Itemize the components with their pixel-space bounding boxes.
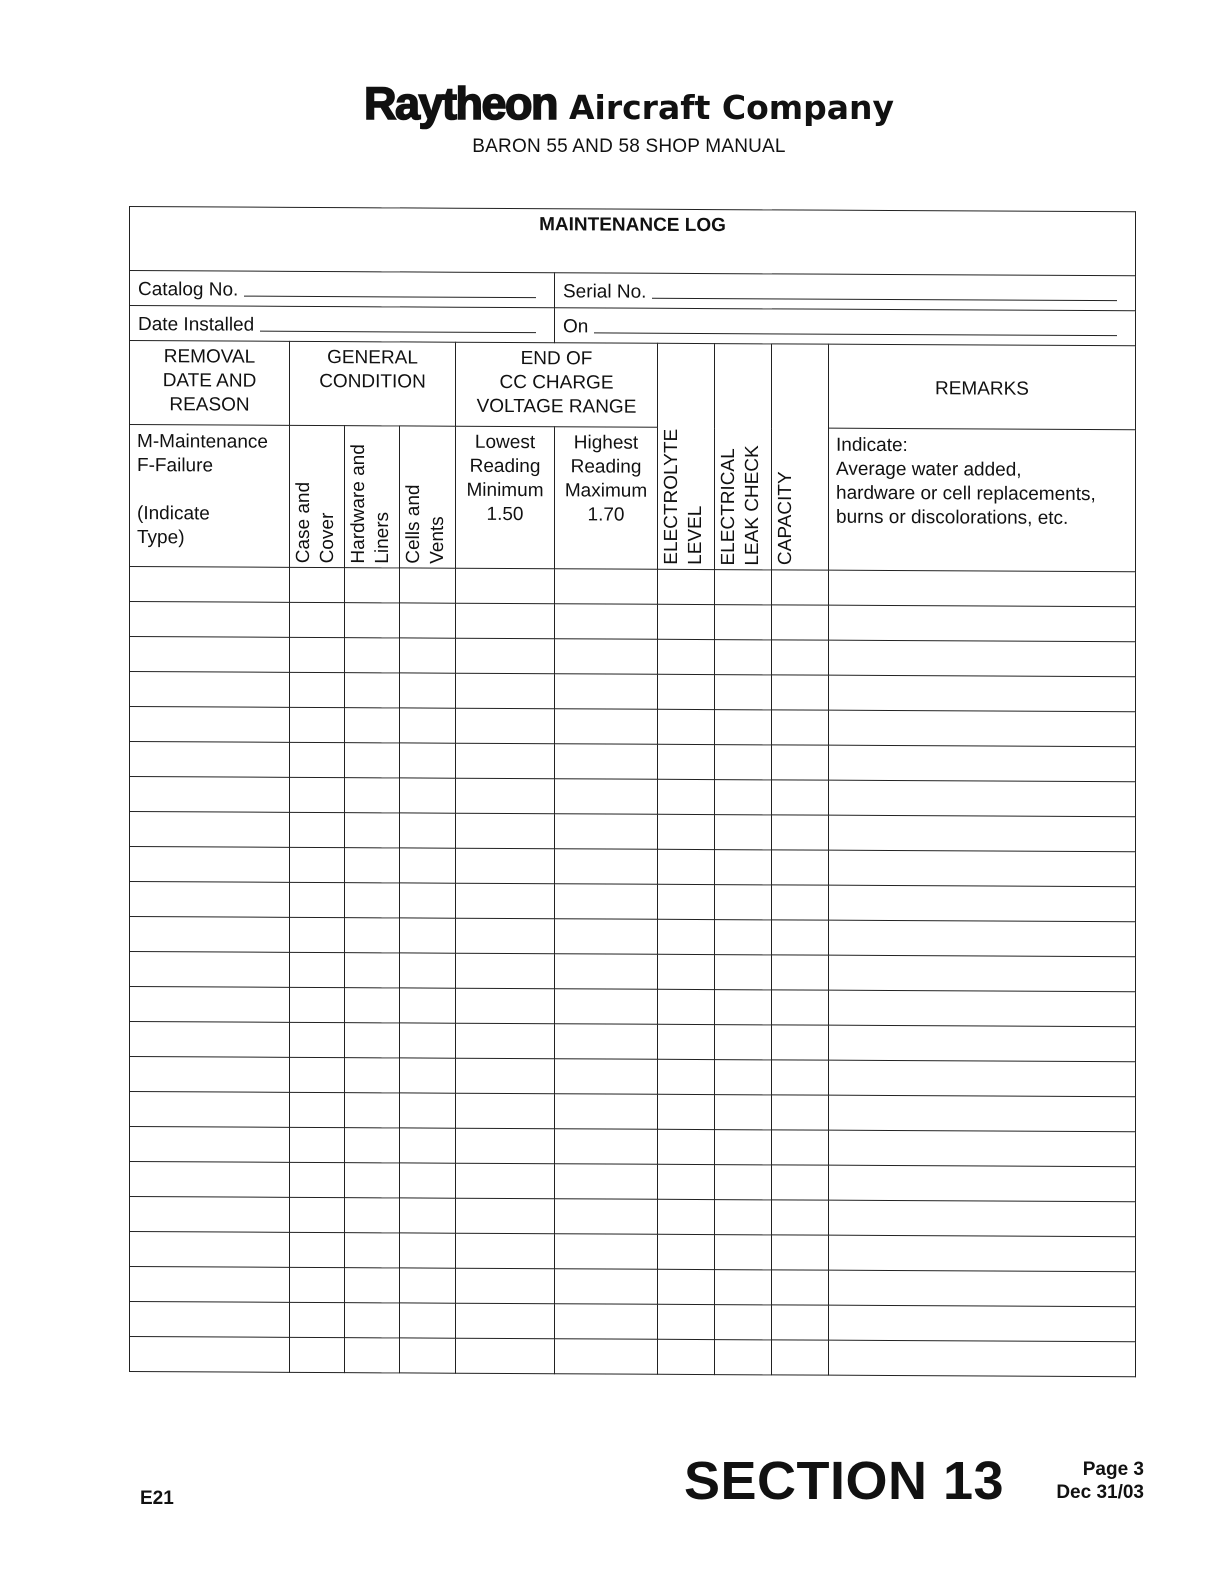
- entry-cell[interactable]: [130, 1267, 290, 1303]
- entry-cell[interactable]: [345, 1023, 400, 1058]
- entry-cell[interactable]: [290, 777, 345, 812]
- entry-cell[interactable]: [400, 778, 456, 813]
- entry-cell[interactable]: [555, 1304, 658, 1340]
- entry-cell[interactable]: [772, 1060, 829, 1095]
- entry-cell[interactable]: [555, 1234, 658, 1270]
- date-installed-label: Date Installed: [138, 314, 255, 336]
- table-row: [130, 1022, 1136, 1062]
- entry-cell[interactable]: [715, 1305, 772, 1340]
- entry-cell[interactable]: [290, 742, 345, 777]
- entry-cell[interactable]: [345, 1093, 400, 1128]
- entry-cell[interactable]: [715, 1200, 772, 1235]
- entry-cell[interactable]: [130, 882, 290, 918]
- removal-header: REMOVAL DATE AND REASON: [130, 341, 290, 426]
- entry-cell[interactable]: [456, 1268, 555, 1304]
- table-row: [130, 1232, 1136, 1272]
- entry-cell[interactable]: [345, 1268, 400, 1303]
- catalog-label: Catalog No.: [138, 279, 239, 301]
- entry-cell[interactable]: [829, 955, 1136, 992]
- entry-cell[interactable]: [345, 883, 400, 918]
- entry-cell[interactable]: [658, 1199, 715, 1234]
- entry-cell[interactable]: [130, 777, 290, 813]
- entry-cell[interactable]: [772, 815, 829, 850]
- entry-cell[interactable]: [715, 955, 772, 990]
- date-installed-line[interactable]: [260, 330, 536, 333]
- entry-cell[interactable]: [290, 1127, 345, 1162]
- entry-cell[interactable]: [715, 710, 772, 745]
- entry-cell[interactable]: [400, 988, 456, 1023]
- entry-cell[interactable]: [658, 989, 715, 1024]
- entry-cell[interactable]: [456, 603, 555, 639]
- entry-cell[interactable]: [130, 1232, 290, 1268]
- entry-cell[interactable]: [456, 953, 555, 989]
- entry-cell[interactable]: [456, 1163, 555, 1199]
- entry-cell[interactable]: [345, 603, 400, 638]
- entry-cell[interactable]: [400, 638, 456, 673]
- entry-cell[interactable]: [829, 710, 1136, 747]
- entry-cell[interactable]: [555, 884, 658, 920]
- entry-cell[interactable]: [130, 672, 290, 708]
- hardware-and-liners-header: Hardware and Liners: [345, 426, 400, 568]
- entry-cell[interactable]: [658, 1129, 715, 1164]
- entry-cell[interactable]: [829, 640, 1136, 677]
- table-row: [130, 602, 1136, 642]
- capacity-header: CAPACITY: [772, 344, 829, 570]
- entry-cell[interactable]: [130, 1057, 290, 1093]
- entry-cell[interactable]: [130, 1162, 290, 1198]
- entry-cell[interactable]: [715, 850, 772, 885]
- entry-cell[interactable]: [829, 885, 1136, 922]
- table-row: [130, 1162, 1136, 1202]
- entry-cell[interactable]: [456, 673, 555, 709]
- highest-reading-header: Highest Reading Maximum 1.70: [555, 427, 658, 570]
- entry-cell[interactable]: [772, 1340, 829, 1375]
- log-title: MAINTENANCE LOG: [130, 207, 1136, 276]
- entry-cell[interactable]: [290, 707, 345, 742]
- table-row: [130, 672, 1136, 712]
- entry-cell[interactable]: [130, 1197, 290, 1233]
- document-code: E21: [140, 1488, 174, 1509]
- entry-cell[interactable]: [456, 1198, 555, 1234]
- entry-cell[interactable]: [130, 602, 290, 638]
- catalog-line[interactable]: [244, 295, 536, 299]
- table-row: [130, 812, 1136, 852]
- entry-cell[interactable]: [658, 1269, 715, 1304]
- entry-cell[interactable]: [829, 1270, 1136, 1307]
- brand-subtitle: Aircraft Company: [569, 88, 895, 127]
- entry-cell[interactable]: [715, 570, 772, 605]
- entry-cell[interactable]: [290, 1302, 345, 1337]
- entry-cell[interactable]: [345, 673, 400, 708]
- entry-cell[interactable]: [555, 1269, 658, 1305]
- entry-cell[interactable]: [772, 1025, 829, 1060]
- entry-cell[interactable]: [829, 1305, 1136, 1342]
- entry-cell[interactable]: [130, 637, 290, 673]
- entry-cell[interactable]: [772, 920, 829, 955]
- entry-cell[interactable]: [345, 708, 400, 743]
- entry-cell[interactable]: [658, 744, 715, 779]
- table-row: [130, 777, 1136, 817]
- entry-cell[interactable]: [772, 1095, 829, 1130]
- entry-cell[interactable]: [290, 987, 345, 1022]
- entry-cell[interactable]: [290, 1162, 345, 1197]
- entry-cell[interactable]: [829, 920, 1136, 957]
- entry-cell[interactable]: [345, 1233, 400, 1268]
- entry-cell[interactable]: [658, 1234, 715, 1269]
- entry-cell[interactable]: [555, 1094, 658, 1130]
- entry-cell[interactable]: [715, 885, 772, 920]
- entry-cell[interactable]: [555, 954, 658, 990]
- entry-cell[interactable]: [658, 1304, 715, 1339]
- entry-cell[interactable]: [130, 917, 290, 953]
- entry-cell[interactable]: [456, 988, 555, 1024]
- entry-cell[interactable]: [555, 639, 658, 675]
- entry-cell[interactable]: [772, 710, 829, 745]
- entry-cell[interactable]: [715, 1165, 772, 1200]
- table-row: [130, 882, 1136, 922]
- date-installed-field[interactable]: [130, 306, 555, 343]
- entry-cell[interactable]: [345, 1163, 400, 1198]
- entry-cell[interactable]: [456, 708, 555, 744]
- entry-cell[interactable]: [456, 1303, 555, 1339]
- entry-cell[interactable]: [772, 675, 829, 710]
- page-number: Page 3: [1082, 1459, 1144, 1480]
- entry-cell[interactable]: [290, 1092, 345, 1127]
- entry-cell[interactable]: [345, 813, 400, 848]
- entry-cell[interactable]: [555, 849, 658, 885]
- remarks-instructions: Indicate: Average water added, hardware or cell replacements, burns or discolorations, etc.: [829, 428, 1136, 572]
- entry-cell[interactable]: [290, 1022, 345, 1057]
- entry-cell[interactable]: [130, 812, 290, 848]
- entry-cell[interactable]: [400, 1268, 456, 1303]
- on-field[interactable]: [555, 308, 1136, 346]
- entry-cell[interactable]: [829, 850, 1136, 887]
- entry-cell[interactable]: [400, 743, 456, 778]
- entry-cell[interactable]: [400, 1023, 456, 1058]
- entry-cell[interactable]: [772, 570, 829, 605]
- table-row: [130, 1337, 1136, 1377]
- entry-cell[interactable]: [658, 1339, 715, 1374]
- entry-cell[interactable]: [772, 1235, 829, 1270]
- entry-cell[interactable]: [130, 1337, 290, 1373]
- entry-cell[interactable]: [400, 813, 456, 848]
- entry-cell[interactable]: [400, 1163, 456, 1198]
- entry-cell[interactable]: [658, 1094, 715, 1129]
- entry-cell[interactable]: [829, 1060, 1136, 1097]
- entry-cell[interactable]: [555, 674, 658, 710]
- entry-cell[interactable]: [829, 1095, 1136, 1132]
- entry-cell[interactable]: [658, 884, 715, 919]
- entry-cell[interactable]: [772, 745, 829, 780]
- entry-cell[interactable]: [829, 1025, 1136, 1062]
- cells-and-vents-header: Cells and Vents: [400, 426, 456, 568]
- entry-cell[interactable]: [345, 953, 400, 988]
- entry-cell[interactable]: [829, 815, 1136, 852]
- entry-cell[interactable]: [715, 1235, 772, 1270]
- entry-cell[interactable]: [456, 778, 555, 814]
- entry-cell[interactable]: [400, 1338, 456, 1373]
- entry-cell[interactable]: [555, 604, 658, 640]
- entry-cell[interactable]: [772, 850, 829, 885]
- entry-cell[interactable]: [290, 847, 345, 882]
- entry-cell[interactable]: [715, 920, 772, 955]
- table-row: [130, 987, 1136, 1027]
- entry-cell[interactable]: [715, 675, 772, 710]
- table-row: [130, 1057, 1136, 1097]
- serial-line[interactable]: [652, 297, 1117, 301]
- entry-cell[interactable]: [658, 779, 715, 814]
- entry-cell[interactable]: [715, 640, 772, 675]
- entry-cell[interactable]: [290, 1337, 345, 1372]
- table-row: [130, 1302, 1136, 1342]
- entry-cell[interactable]: [555, 1129, 658, 1165]
- entry-cell[interactable]: [290, 1197, 345, 1232]
- entry-cell[interactable]: [456, 883, 555, 919]
- entry-cell[interactable]: [658, 919, 715, 954]
- entry-cell[interactable]: [658, 674, 715, 709]
- entry-cell[interactable]: [400, 883, 456, 918]
- entry-cell[interactable]: [345, 848, 400, 883]
- entry-cell[interactable]: [555, 709, 658, 745]
- entry-cell[interactable]: [715, 1340, 772, 1375]
- table-row: [130, 1197, 1136, 1237]
- table-row: [130, 567, 1136, 607]
- entry-cell[interactable]: [345, 1303, 400, 1338]
- entry-cell[interactable]: [345, 778, 400, 813]
- table-row: [130, 742, 1136, 782]
- entry-cell[interactable]: [130, 567, 290, 603]
- entry-cell[interactable]: [829, 745, 1136, 782]
- entry-cell[interactable]: [772, 1130, 829, 1165]
- removal-types-cell: M-Maintenance F-Failure (Indicate Type): [130, 425, 290, 568]
- entry-cell[interactable]: [456, 918, 555, 954]
- entry-cell[interactable]: [130, 1302, 290, 1338]
- entry-cell[interactable]: [345, 1198, 400, 1233]
- table-row: [130, 1267, 1136, 1307]
- table-row: [130, 637, 1136, 677]
- entry-cell[interactable]: [555, 1339, 658, 1375]
- entry-cell[interactable]: [290, 1267, 345, 1302]
- entry-cell[interactable]: [400, 673, 456, 708]
- entry-cell[interactable]: [400, 603, 456, 638]
- entry-cell[interactable]: [130, 987, 290, 1023]
- entry-cell[interactable]: [130, 1127, 290, 1163]
- entry-cell[interactable]: [400, 848, 456, 883]
- entry-cell[interactable]: [345, 638, 400, 673]
- entry-cell[interactable]: [715, 1270, 772, 1305]
- entry-cell[interactable]: [658, 604, 715, 639]
- entry-cell[interactable]: [772, 1305, 829, 1340]
- entry-cell[interactable]: [715, 990, 772, 1025]
- entry-cell[interactable]: [555, 1199, 658, 1235]
- entry-cell[interactable]: [555, 1164, 658, 1200]
- entry-cell[interactable]: [290, 672, 345, 707]
- entry-cell[interactable]: [555, 1024, 658, 1060]
- entry-cell[interactable]: [456, 1338, 555, 1374]
- entry-cell[interactable]: [345, 1128, 400, 1163]
- entry-cell[interactable]: [400, 1058, 456, 1093]
- serial-label: Serial No.: [563, 281, 647, 303]
- case-and-cover-header: Case and Cover: [290, 425, 345, 567]
- entry-cell[interactable]: [829, 1130, 1136, 1167]
- entry-cell[interactable]: [658, 1059, 715, 1094]
- table-row: [130, 847, 1136, 887]
- entry-cell[interactable]: [829, 1200, 1136, 1237]
- document-header: [0, 78, 1220, 158]
- general-condition-header: GENERAL CONDITION: [290, 341, 456, 426]
- entry-cell[interactable]: [456, 1093, 555, 1129]
- brand-wordmark: Raytheon: [363, 78, 557, 129]
- entry-cell[interactable]: [130, 847, 290, 883]
- entry-cell[interactable]: [345, 988, 400, 1023]
- entry-cell[interactable]: [290, 637, 345, 672]
- entry-cell[interactable]: [290, 882, 345, 917]
- on-line[interactable]: [594, 331, 1117, 336]
- entry-cell[interactable]: [829, 1165, 1136, 1202]
- entry-cell[interactable]: [715, 745, 772, 780]
- entry-cell[interactable]: [555, 744, 658, 780]
- entry-cell[interactable]: [715, 1130, 772, 1165]
- entry-cell[interactable]: [772, 955, 829, 990]
- entry-cell[interactable]: [290, 1057, 345, 1092]
- entry-cell[interactable]: [290, 1232, 345, 1267]
- entry-cell[interactable]: [772, 1165, 829, 1200]
- entry-cell[interactable]: [555, 814, 658, 850]
- maintenance-log-table: [129, 206, 1136, 1377]
- entry-cell[interactable]: [290, 917, 345, 952]
- table-row: [130, 952, 1136, 992]
- entry-cell[interactable]: [658, 569, 715, 604]
- entry-cell[interactable]: [130, 1022, 290, 1058]
- company-logo: [364, 78, 894, 130]
- electrical-leak-check-header: ELECTRICAL LEAK CHECK: [715, 344, 772, 570]
- entry-cell[interactable]: [400, 1198, 456, 1233]
- entry-cell[interactable]: [456, 813, 555, 849]
- remarks-header: REMARKS: [829, 344, 1136, 430]
- entry-cell[interactable]: [772, 780, 829, 815]
- entry-cell[interactable]: [290, 567, 345, 602]
- catalog-number-field[interactable]: [130, 271, 555, 308]
- entry-cell[interactable]: [658, 639, 715, 674]
- section-title: SECTION 13: [684, 1451, 1005, 1511]
- entry-cell[interactable]: [555, 989, 658, 1025]
- entry-cell[interactable]: [772, 990, 829, 1025]
- lowest-reading-header: Lowest Reading Minimum 1.50: [456, 426, 555, 569]
- log-entry-rows: [130, 567, 1136, 1377]
- entry-cell[interactable]: [658, 1164, 715, 1199]
- table-row: [130, 917, 1136, 957]
- entry-cell[interactable]: [555, 779, 658, 815]
- entry-cell[interactable]: [290, 812, 345, 847]
- revision-date: Dec 31/03: [1056, 1482, 1144, 1503]
- entry-cell[interactable]: [829, 605, 1136, 642]
- serial-number-field[interactable]: [555, 273, 1136, 311]
- table-row: [130, 1092, 1136, 1132]
- entry-cell[interactable]: [829, 1235, 1136, 1272]
- entry-cell[interactable]: [715, 780, 772, 815]
- entry-cell[interactable]: [290, 602, 345, 637]
- entry-cell[interactable]: [555, 919, 658, 955]
- entry-cell[interactable]: [400, 1233, 456, 1268]
- entry-cell[interactable]: [829, 570, 1136, 607]
- page-info: [1040, 1458, 1144, 1504]
- entry-cell[interactable]: [715, 1095, 772, 1130]
- entry-cell[interactable]: [130, 742, 290, 778]
- entry-cell[interactable]: [829, 780, 1136, 817]
- end-of-charge-header: END OF CC CHARGE VOLTAGE RANGE: [456, 342, 658, 427]
- entry-cell[interactable]: [400, 918, 456, 953]
- entry-cell[interactable]: [290, 952, 345, 987]
- entry-cell[interactable]: [456, 638, 555, 674]
- entry-cell[interactable]: [772, 1270, 829, 1305]
- entry-cell[interactable]: [345, 568, 400, 603]
- entry-cell[interactable]: [658, 709, 715, 744]
- entry-cell[interactable]: [772, 1200, 829, 1235]
- entry-cell[interactable]: [715, 1025, 772, 1060]
- entry-cell[interactable]: [400, 1093, 456, 1128]
- entry-cell[interactable]: [555, 1059, 658, 1095]
- entry-cell[interactable]: [345, 743, 400, 778]
- entry-cell[interactable]: [658, 954, 715, 989]
- entry-cell[interactable]: [829, 675, 1136, 712]
- entry-cell[interactable]: [456, 568, 555, 604]
- entry-cell[interactable]: [130, 707, 290, 743]
- entry-cell[interactable]: [715, 1060, 772, 1095]
- entry-cell[interactable]: [772, 640, 829, 675]
- entry-cell[interactable]: [829, 990, 1136, 1027]
- entry-cell[interactable]: [555, 569, 658, 605]
- electrolyte-level-header: ELECTROLYTE LEVEL: [658, 343, 715, 569]
- entry-cell[interactable]: [456, 848, 555, 884]
- entry-cell[interactable]: [400, 1128, 456, 1163]
- entry-cell[interactable]: [130, 952, 290, 988]
- entry-cell[interactable]: [456, 743, 555, 779]
- table-row: [130, 1127, 1136, 1167]
- entry-cell[interactable]: [456, 1233, 555, 1269]
- entry-cell[interactable]: [345, 1058, 400, 1093]
- on-label: On: [563, 316, 589, 338]
- entry-cell[interactable]: [772, 885, 829, 920]
- entry-cell[interactable]: [658, 814, 715, 849]
- entry-cell[interactable]: [658, 849, 715, 884]
- entry-cell[interactable]: [456, 1023, 555, 1059]
- entry-cell[interactable]: [400, 953, 456, 988]
- entry-cell[interactable]: [345, 1338, 400, 1373]
- manual-title: BARON 55 AND 58 SHOP MANUAL: [472, 136, 786, 157]
- table-row: [130, 707, 1136, 747]
- entry-cell[interactable]: [715, 815, 772, 850]
- entry-cell[interactable]: [400, 708, 456, 743]
- entry-cell[interactable]: [772, 605, 829, 640]
- entry-cell[interactable]: [345, 918, 400, 953]
- entry-cell[interactable]: [715, 605, 772, 640]
- entry-cell[interactable]: [400, 568, 456, 603]
- entry-cell[interactable]: [456, 1128, 555, 1164]
- entry-cell[interactable]: [400, 1303, 456, 1338]
- entry-cell[interactable]: [829, 1340, 1136, 1377]
- entry-cell[interactable]: [658, 1024, 715, 1059]
- entry-cell[interactable]: [456, 1058, 555, 1094]
- entry-cell[interactable]: [130, 1092, 290, 1128]
